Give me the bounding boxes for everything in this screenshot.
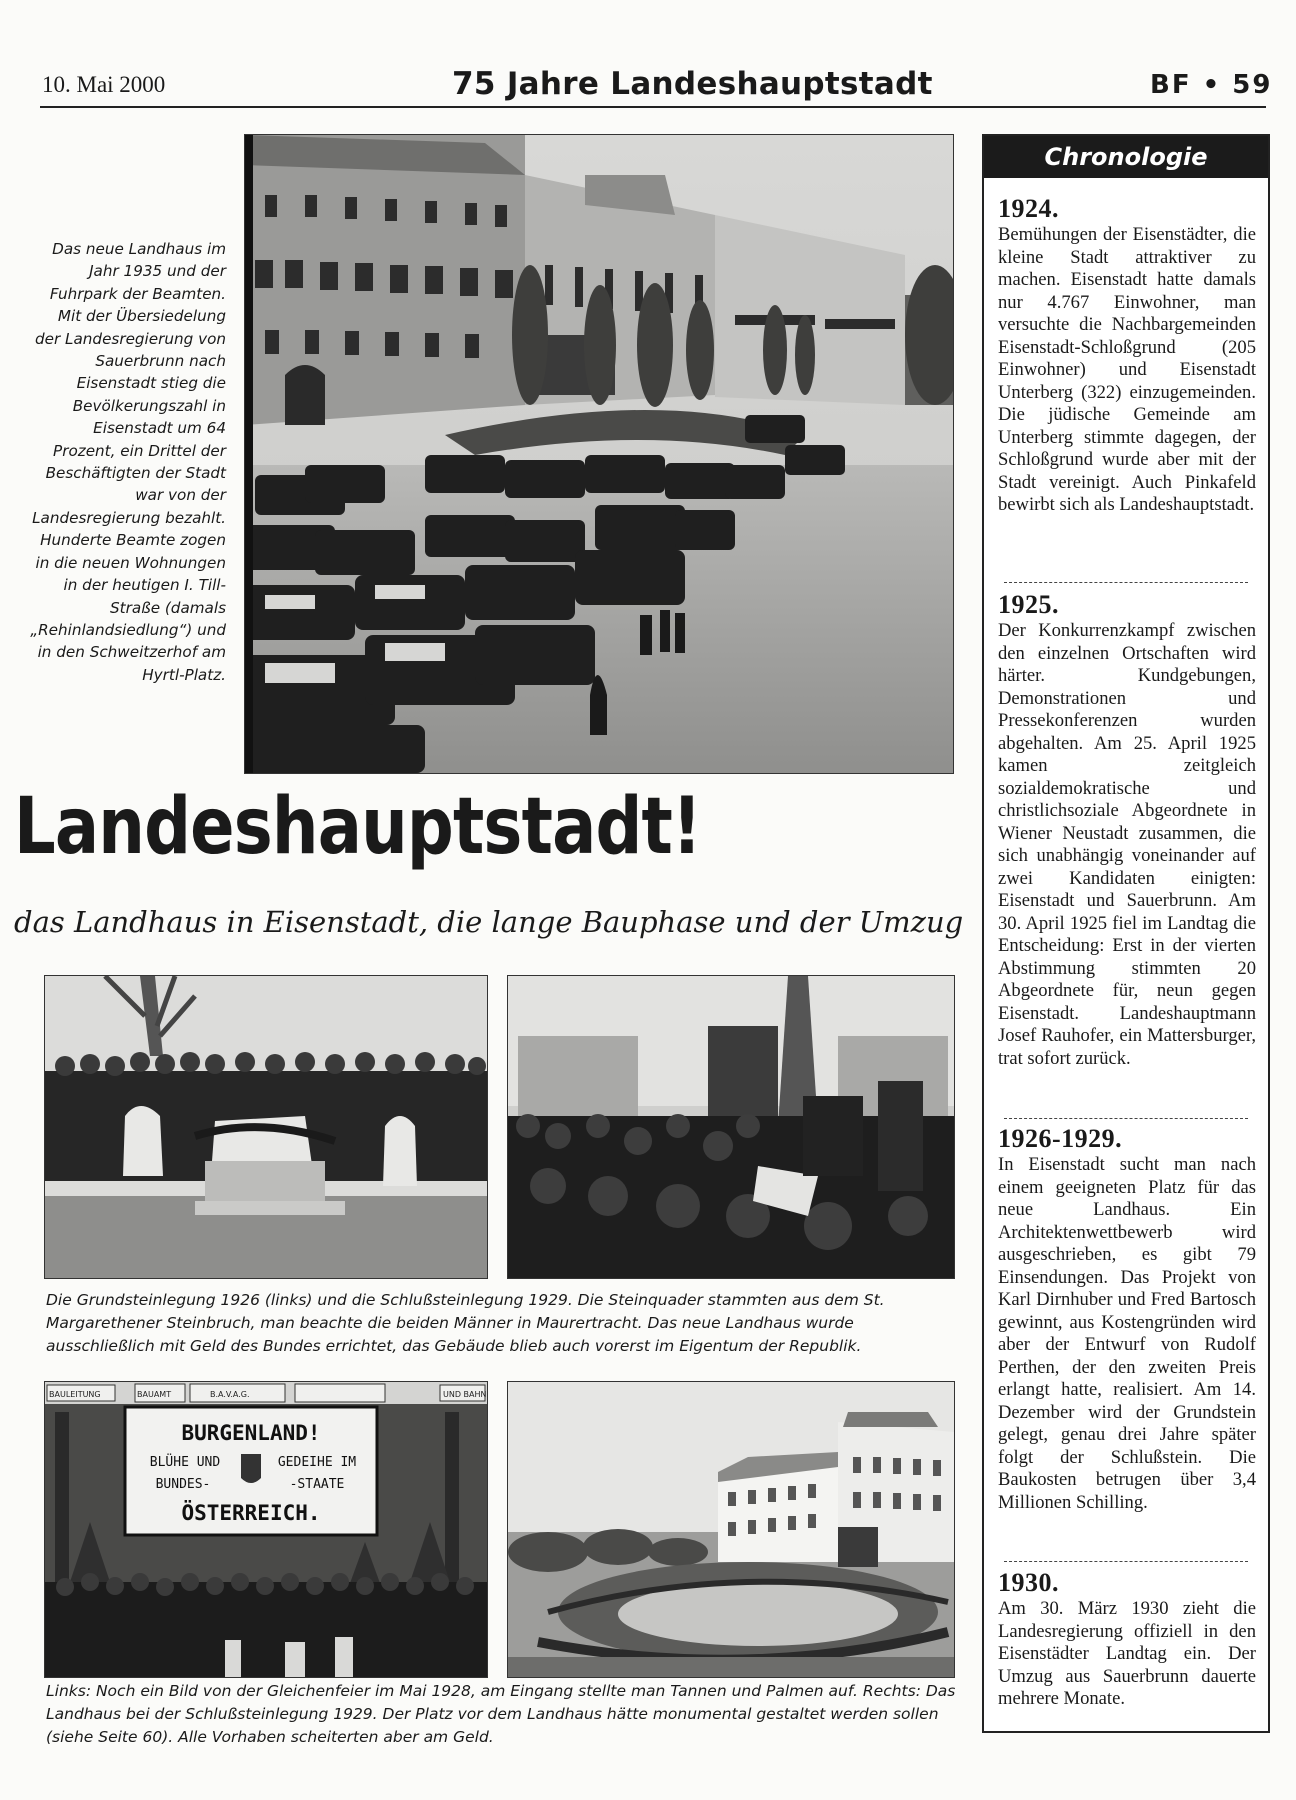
caption-grundsteinlegung: Die Grundsteinlegung 1926 (links) und die Schlußsteinlegung 1929. Die Steinquader stammten aus dem St. Margarethener Steinbruch, man beachte die beiden Männer in Maurertracht. Das neue Landhaus wurde ausschließlich mit Geld des Bundes errichtet, das Gebäude blieb auch vorerst im Eigentum der Republik. (46, 1291, 885, 1355)
chronology-entry-1926-1929 (998, 1124, 1256, 1514)
coat-of-arms-icon (241, 1454, 261, 1483)
header-rule (40, 106, 1266, 108)
chronology-title: Chronologie (984, 136, 1268, 178)
sign-bauamt: BAUAMT (137, 1390, 172, 1399)
chronology-year: 1925. (998, 590, 1059, 619)
chronology-divider (1004, 1561, 1248, 1562)
lead-photo-landhaus-1935 (244, 134, 954, 774)
chronology-divider (1004, 582, 1248, 583)
sign-bauleitung: BAULEITUNG (49, 1390, 101, 1399)
photo-landhaus-1929 (507, 1381, 955, 1678)
banner-line-oesterreich: ÖSTERREICH. (181, 1501, 321, 1525)
caption-gleichenfeier: Links: Noch ein Bild von der Gleichenfeier im Mai 1928, am Eingang stellte man Tannen und Palmen auf. Rechts: Das Landhaus bei der Schlußsteinlegung 1929. Der Platz vor dem Landhaus hätte monumental gestaltet werden sollen (siehe Seite 60). Alle Vorhaben scheiterten aber am Geld. (46, 1682, 956, 1746)
chronology-entry-1930 (998, 1568, 1256, 1711)
issue-date: 10. Mai 2000 (42, 72, 166, 97)
section-title: 75 Jahre Landeshauptstadt (452, 66, 933, 102)
page-number: BF • 59 (1150, 70, 1273, 100)
banner-line-bluehe: BLÜHE UND (149, 1455, 221, 1470)
lead-photo-caption: Das neue Landhaus im Jahr 1935 und der Fuhrpark der Beamten. Mit der Übersiedelung der Landesregierung von Sauerbrunn nach Eisenstadt stieg die Bevölkerungszahl in Eisenstadt um 64 Prozent, ein Drittel der Beschäftigten der Stadt war von der Landesregierung bezahlt. Hunderte Beamte zogen in die neuen Wohnungen in der heutigen I. Till-Straße (damals „Rehinlandsiedlung“) und in den Schweitzerhof am Hyrtl-Platz. (30, 240, 226, 684)
banner-line-bundes: BUNDES- (155, 1477, 211, 1492)
chronology-year: 1926-1929. (998, 1124, 1123, 1153)
chronology-text: In Eisenstadt sucht man nach einem geeigneten Platz für das neue Landhaus. Ein Architektenwettbewerb wird ausgeschrieben, es gibt 79 Einsendungen. Das Projekt von Karl Dirnhuber und Fred Bartosch gewinnt, aus Kostengründen wird aber der Entwurf von Rudolf Perthen, der den zweiten Preis erlangt hatte, realisiert. Am 14. Dezember wird der Grundstein gelegt, genau drei Jahre später folgt der Schlußstein. Die Baukosten betrugen über 3,4 Millionen Schilling. (998, 1154, 1256, 1513)
photo-gleichenfeier-1928 (44, 1381, 488, 1678)
chronology-divider (1004, 1118, 1248, 1119)
sign-bavag: B.A.V.A.G. (210, 1390, 250, 1399)
sign-bahn: UND BAHN (443, 1390, 487, 1399)
chronology-year: 1924. (998, 194, 1059, 223)
chronology-text: Bemühungen der Eisenstädter, die kleine Stadt attraktiver zu machen. Eisenstadt hatte damals nur 4.767 Einwohner, man versuchte die Nachbargemeinden Eisenstadt-Schloßgrund (205 Einwohner) und Eisenstadt Unterberg (322) einzugemeinden. Die jüdische Gemeinde am Unterberg stimmte dagegen, der Schloßgrund wurde aber mit der Stadt vereinigt. Auch Pinkafeld bewirbt sich als Landeshauptstadt. (998, 224, 1256, 515)
chronology-text: Am 30. März 1930 zieht die Landesregierung offiziell in den Eisenstädter Landtag ein. Der Umzug aus Sauerbrunn dauerte mehrere Monate. (998, 1598, 1256, 1709)
banner-line-gedeihe: GEDEIHE IM (277, 1455, 357, 1470)
banner-line-burgenland: BURGENLAND! (181, 1421, 321, 1445)
chronology-text: Der Konkurrenzkampf zwischen den einzelnen Ortschaften wird härter. Kundgebungen, Demonstrationen und Pressekonferenzen wurden abgehalten. Am 25. April 1925 kamen zeitgleich sozialdemokratische und christlichsoziale Abgeordnete in Wiener Neustadt zusammen, die sich unabhängig voneinander auf zwei Kandidaten einigten: Eisenstadt und Sauerbrunn. Am 30. April 1925 fiel im Landtag die Entscheidung: Erst in der vierten Abstimmung stimmten 20 Abgeordnete für, neun gegen Eisenstadt. Landeshauptmann Josef Rauhofer, ein Mattersburger, trat sofort zurück. (998, 620, 1256, 1069)
subheadline: das Landhaus in Eisenstadt, die lange Bauphase und der Umzug (14, 905, 964, 939)
photo-schlusssteinlegung-1929 (507, 975, 955, 1279)
chronology-sidebar (982, 134, 1270, 1733)
chronology-entry-1925 (998, 590, 1256, 1070)
chronology-entry-1924 (998, 194, 1256, 517)
photo-grundsteinlegung-1926 (44, 975, 488, 1279)
chronology-year: 1930. (998, 1568, 1059, 1597)
headline: Landeshauptstadt! (14, 782, 702, 872)
banner-line-staate: -STAATE (289, 1477, 345, 1492)
